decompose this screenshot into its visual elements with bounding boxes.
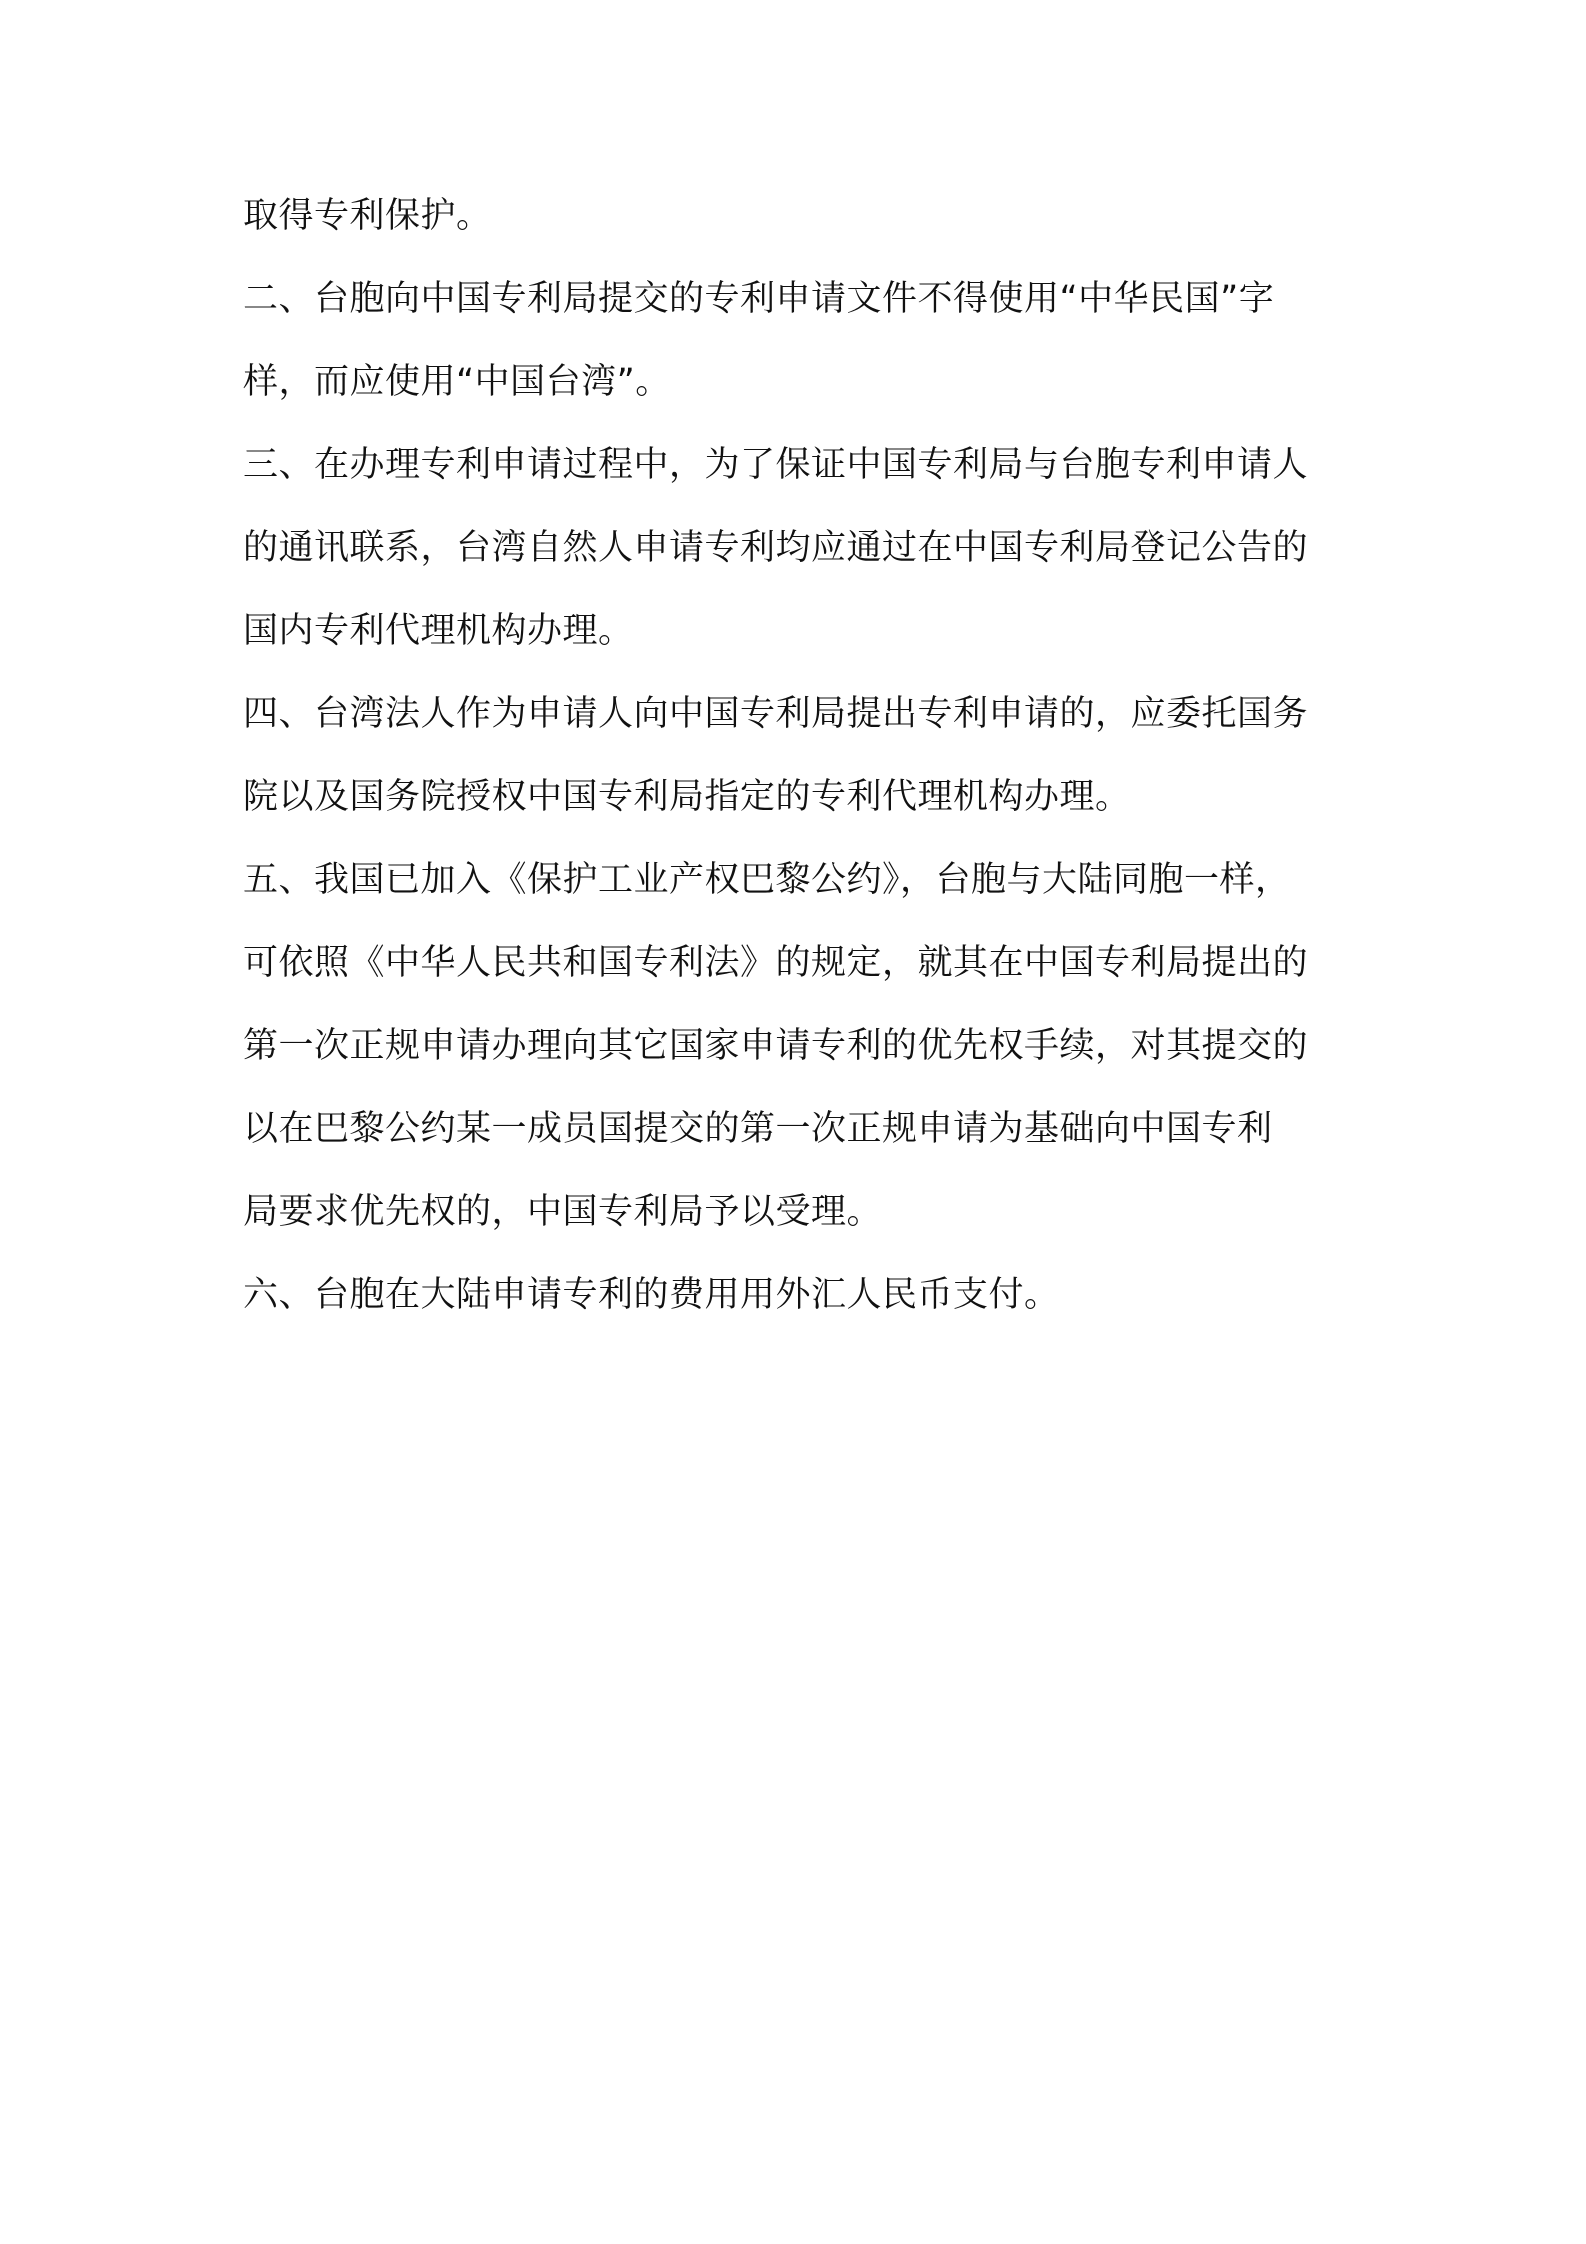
text-line-6: 国内专利代理机构办理。 <box>243 611 634 651</box>
document-body <box>243 193 1363 1318</box>
text-line-4: 三、在办理专利申请过程中，为了保证中国专利局与台胞专利申请人 <box>243 445 1309 485</box>
text-line-12: 以在巴黎公约某一成员国提交的第一次正规申请为基础向中国专利 <box>243 1109 1273 1149</box>
text-line-13: 局要求优先权的，中国专利局予以受理。 <box>243 1192 883 1232</box>
text-line-9: 五、我国已加入《保护工业产权巴黎公约》，台胞与大陆同胞一样， <box>243 860 1291 900</box>
text-line-5: 的通讯联系，台湾自然人申请专利均应通过在中国专利局登记公告的 <box>243 528 1309 568</box>
text-line-14: 六、台胞在大陆申请专利的费用用外汇人民币支付。 <box>243 1275 1060 1315</box>
text-line-8: 院以及国务院授权中国专利局指定的专利代理机构办理。 <box>243 777 1131 817</box>
text-line-1: 取得专利保护。 <box>243 196 492 236</box>
text-line-11: 第一次正规申请办理向其它国家申请专利的优先权手续，对其提交的 <box>243 1026 1309 1066</box>
text-line-3: 样，而应使用“中国台湾”。 <box>243 362 671 402</box>
text-line-2: 二、台胞向中国专利局提交的专利申请文件不得使用“中华民国”字 <box>243 279 1275 319</box>
text-line-10: 可依照《中华人民共和国专利法》的规定，就其在中国专利局提出的 <box>243 943 1309 983</box>
text-line-7: 四、台湾法人作为申请人向中国专利局提出专利申请的，应委托国务 <box>243 694 1309 734</box>
